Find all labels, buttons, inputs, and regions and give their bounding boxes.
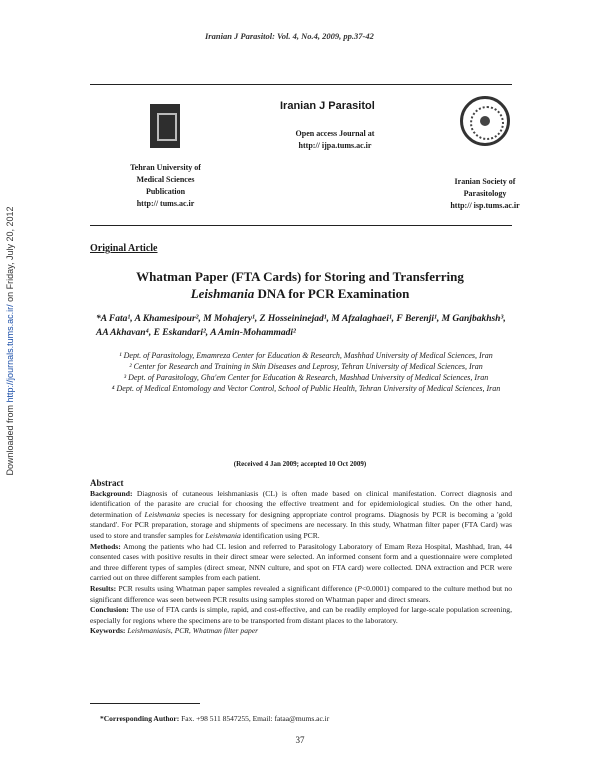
received-dates: (Received 4 Jan 2009; accepted 10 Oct 2009): [233, 460, 367, 468]
corresponding-email[interactable]: fataa@mums.ac.ir: [274, 714, 330, 723]
tums-publisher-block: [108, 162, 223, 210]
results-text-1: PCR results using Whatman paper samples revealed a significant difference (: [116, 583, 358, 593]
affiliation-list: [96, 350, 516, 394]
keywords-text: Leishmaniasis, PCR, Whatman filter paper: [125, 626, 259, 636]
background-text-1: Diagnosis of cutaneous leishmaniasis (CL) is often made based on clinical manifestation. Correct diagnosis and identification of the parasite are crucial for choosing the effective treatment and for epidemiological studies. On the other hand, determination of: [90, 488, 512, 519]
tums-line-3: Publication: [145, 187, 186, 196]
conclusion-text: The use of FTA cards is simple, rapid, and cost-effective, and can be readily employed for large-scale population screening, especially for regions where the specimens are to be transported from distant places to the laboratory.: [90, 605, 512, 625]
isp-seal-icon: [460, 96, 510, 146]
author-list: *A Fata¹, A Khamesipour², M Mohajery¹, Z Hosseininejad¹, M Afzalaghaei¹, F Berenji¹, M Ganjbakhsh³, AA Akhavan⁴, E Eskandari², A Amin-Mohammadi²: [96, 314, 506, 338]
journal-url: http:// ijpa.tums.ac.ir: [298, 141, 372, 150]
keywords-label: Keywords:: [90, 626, 126, 636]
corresponding-author: [100, 714, 329, 723]
corresponding-label: *Corresponding Author:: [100, 714, 180, 723]
journal-name: Iranian J Parasitol: [280, 100, 375, 112]
header-bottom-rule: [90, 225, 512, 226]
background-genus-2: Leishmania: [205, 530, 241, 540]
background-genus-1: Leishmania: [144, 509, 180, 519]
download-source-link[interactable]: http://journals.tums.ac.ir/: [5, 304, 15, 403]
abstract-heading: Abstract: [90, 478, 124, 488]
journal-oa-line: Open access Journal at: [295, 129, 375, 138]
background-text-3: identification using PCR.: [240, 530, 320, 540]
abstract-background: [90, 489, 512, 542]
isp-line-2: Parasitology: [463, 189, 507, 198]
affiliation-1: ¹ Dept. of Parasitology, Emamreza Center for Education & Research, Mashhad University of Medical Sciences, Iran: [119, 351, 493, 360]
abstract-results: [90, 584, 512, 605]
abstract-keywords: [90, 626, 512, 637]
results-label: Results:: [90, 583, 117, 593]
tums-url: http:// tums.ac.ir: [136, 199, 195, 208]
side-note-suffix: on Friday, July 20, 2012: [5, 206, 15, 305]
title-genus: Leishmania: [190, 286, 255, 301]
background-label: Background:: [90, 488, 133, 498]
header-top-rule: [90, 84, 512, 85]
isp-url: http:// isp.tums.ac.ir: [450, 201, 520, 210]
affiliation-4: ⁴ Dept. of Medical Entomology and Vector Control, School of Public Health, Tehran University of Medical Sciences, Iran: [111, 384, 501, 393]
tums-logo-icon: [150, 104, 180, 148]
tums-line-1: Tehran University of: [130, 163, 201, 172]
abstract: [90, 478, 512, 637]
corresponding-fax: Fax. +98 511 8547255, Email:: [181, 714, 273, 723]
title-line-1: Whatman Paper (FTA Cards) for Storing and Transferring: [136, 269, 464, 284]
conclusion-label: Conclusion:: [90, 605, 129, 615]
tums-line-2: Medical Sciences: [136, 175, 195, 184]
results-p-symbol: P: [357, 583, 362, 593]
download-side-note: [5, 181, 15, 501]
footnote-rule: [90, 703, 200, 704]
article-type: Original Article: [90, 243, 158, 254]
abstract-methods: [90, 542, 512, 584]
journal-access-block: [280, 128, 390, 152]
results-text-2: <0.0001) compared to the culture method but no significant difference was seen between PCR results using samples stored on Whatman paper and direct smears.: [90, 583, 513, 604]
affiliation-2: ² Center for Research and Training in Skin Diseases and Leprosy, Tehran University of Medical Sciences, Iran: [129, 362, 483, 371]
title-line-2-rest: DNA for PCR Examination: [254, 286, 410, 301]
title-line-2: [90, 285, 510, 302]
page-number: 37: [295, 735, 305, 745]
abstract-conclusion: [90, 605, 512, 626]
side-note-prefix: Downloaded from: [5, 402, 15, 476]
isp-line-1: Iranian Society of: [454, 177, 516, 186]
affiliation-3: ³ Dept. of Parasitology, Gha'em Center for Education & Research, Mashhad University of Medical Sciences, Iran: [123, 373, 489, 382]
methods-label: Methods:: [90, 541, 121, 551]
background-text-2: species is necessary for designing appropriate control programs. Diagnosis by PCR is becoming a 'gold standard'. For PCR preparation, storage and shipments of specimens are necessary. In this study, Whatman filter paper (FTA Card) was used to store and transfer samples for: [90, 509, 513, 540]
article-title: [90, 268, 510, 302]
methods-text: Among the patients who had CL lesion and referred to Parasitology Laboratory of Emam Reza Hospital, Mashhad, Iran, 44 consented cases with positive results in their direct smear were selected. An informed consent form and a questionnaire were completed and three different types of samples (direct smear, NNN culture, and spot on FTA card) were collected. DNA extraction and PCR were carried out on three different samples from each patient.: [90, 541, 512, 583]
isp-society-block: [425, 176, 545, 212]
running-head: Iranian J Parasitol: Vol. 4, No.4, 2009, pp.37-42: [205, 31, 374, 41]
